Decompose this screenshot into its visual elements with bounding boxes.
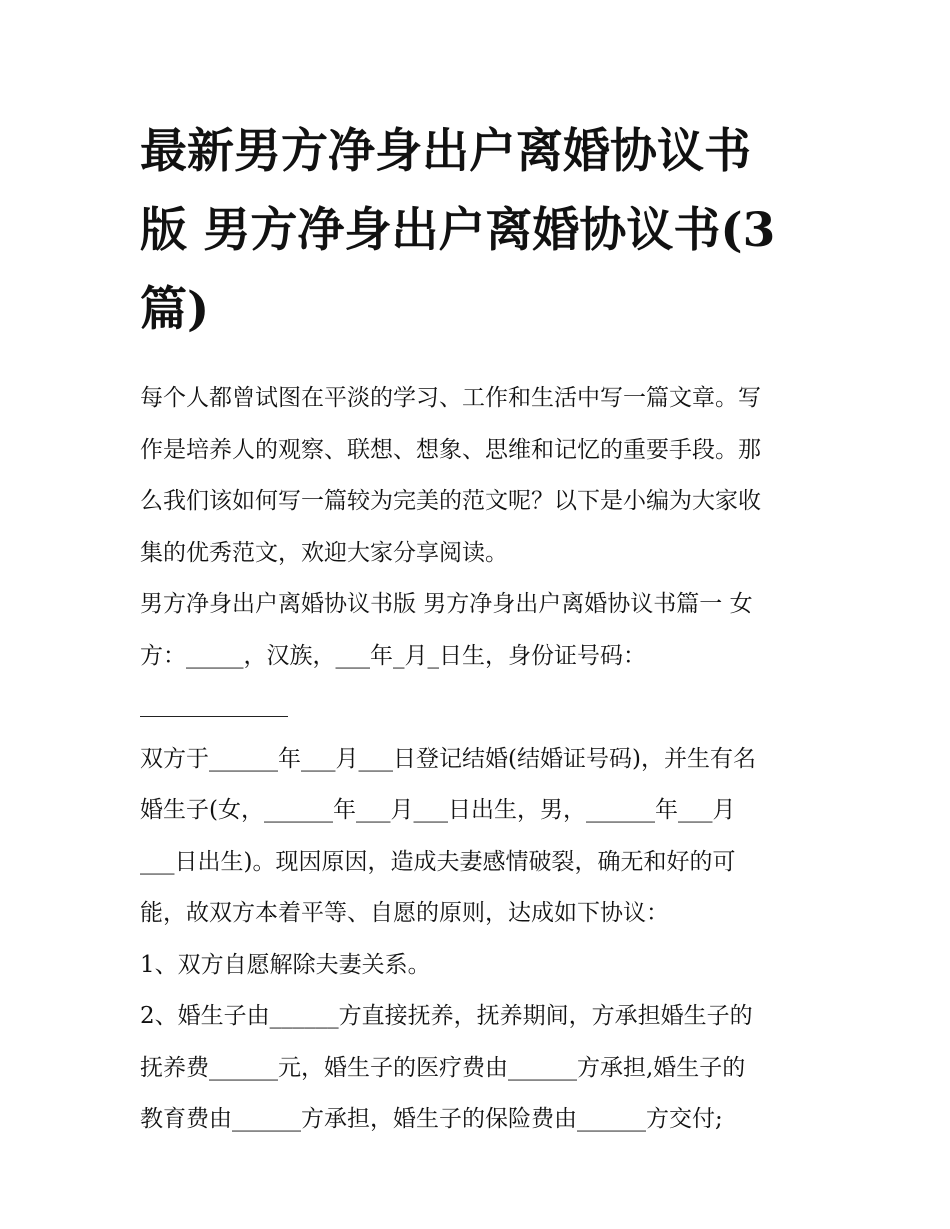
id-number-blank bbox=[140, 682, 820, 734]
document-title bbox=[140, 112, 820, 349]
title-line: 篇) bbox=[140, 282, 210, 337]
title-line: 版 男方净身出户离婚协议书(3 bbox=[140, 203, 776, 258]
intro-line: 每个人都曾试图在平淡的学习、工作和生活中写一篇文章。写 bbox=[140, 385, 761, 411]
title-line: 最新男方净身出户离婚协议书 bbox=[140, 124, 751, 179]
agreement-line: ___日出生)。现因原因，造成夫妻感情破裂，确无和好的可 bbox=[140, 848, 736, 875]
clause-line: 1、双方自愿解除夫妻关系。 bbox=[140, 951, 431, 978]
agreement-line: 婚生子(女，______年___月___日出生，男，______年___月 bbox=[140, 797, 736, 823]
agreement-line: 能，故双方本着平等、自愿的原则，达成如下协议： bbox=[140, 900, 669, 926]
clause-line: 2、婚生子由______方直接抚养，抚养期间，方承担婚生子的 bbox=[140, 1003, 753, 1029]
intro-line: 集的优秀范文，欢迎大家分享阅读。 bbox=[140, 539, 508, 566]
agreement-line: 双方于______年___月___日登记结婚(结婚证号码)，并生有名 bbox=[140, 745, 756, 772]
clause-line: 抚养费______元，婚生子的医疗费由______方承担,婚生子的 bbox=[140, 1054, 746, 1081]
document-body bbox=[140, 373, 820, 1146]
party-info-line: 方：_____，汉族，___年_月_日生，身份证号码： bbox=[140, 642, 646, 669]
document-page bbox=[140, 112, 820, 1146]
clause-line: 教育费由______方承担，婚生子的保险费由______方交付; bbox=[140, 1106, 723, 1132]
intro-line: 么我们该如何写一篇较为完美的范文呢？以下是小编为大家收 bbox=[140, 488, 761, 514]
section-heading-line: 男方净身出户离婚协议书版 男方净身出户离婚协议书篇一 女 bbox=[140, 591, 753, 617]
intro-line: 作是培养人的观察、联想、想象、思维和记忆的重要手段。那 bbox=[140, 436, 761, 463]
